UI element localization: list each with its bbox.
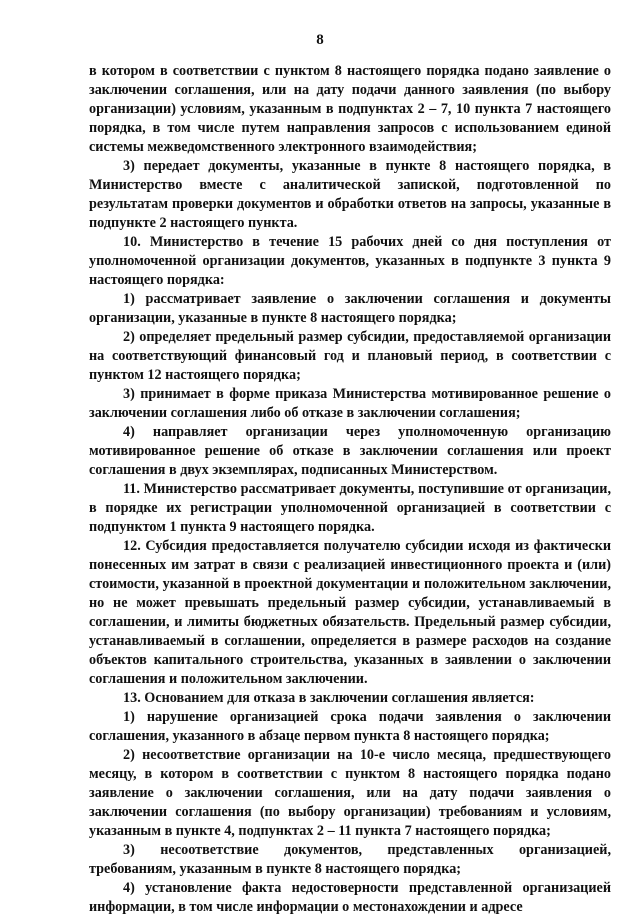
paragraph: 2) несоответствие организации на 10-е число месяца, предшествующего месяцу, в котором в соответствии с пунктом 8 настоящего порядка подано заявление о заключении соглашения, или на дату подачи заявления о заключении соглашения (по выбору организации) требованиям и условиям, указанным в пункте 4, подпунктах 2 – 11 пункта 7 настоящего порядка; — [89, 747, 611, 839]
paragraph: 10. Министерство в течение 15 рабочих дней со дня поступления от уполномоченной организации документов, указанных в подпункте 3 пункта 9 настоящего порядка: — [89, 234, 611, 288]
paragraph: 4) установление факта недостоверности представленной организацией информации, в том числе информации о местонахождении и адресе — [89, 880, 611, 915]
paragraph: 3) передает документы, указанные в пункте 8 настоящего порядка, в Министерство вместе с аналитической запиской, подготовленной по результатам проверки документов и обработки ответов на запросы, указанные в подпункте 2 настоящего пункта. — [89, 158, 611, 231]
paragraph: 2) определяет предельный размер субсидии, предоставляемой организации на соответствующий финансовый год и плановый период, в соответствии с пунктом 12 настоящего порядка; — [89, 329, 611, 383]
page-number: 8 — [316, 32, 324, 48]
paragraph: 3) принимает в форме приказа Министерства мотивированное решение о заключении соглашения либо об отказе в заключении соглашения; — [89, 386, 611, 421]
paragraph: 11. Министерство рассматривает документы, поступившие от организации, в порядке их регистрации уполномоченной организацией в соответствии с подпунктом 1 пункта 9 настоящего порядка. — [89, 481, 611, 535]
paragraph: 1) рассматривает заявление о заключении соглашения и документы организации, указанные в пункте 8 настоящего порядка; — [89, 291, 611, 326]
document-body — [89, 62, 611, 917]
paragraph: 4) направляет организации через уполномоченную организацию мотивированное решение об отказе в заключении соглашения или проект соглашения в двух экземплярах, подписанных Министерством. — [89, 424, 611, 478]
paragraph: в котором в соответствии с пунктом 8 настоящего порядка подано заявление о заключении соглашения, или на дату подачи данного заявления (по выбору организации) условиям, указанным в подпунктах 2 – 7, 10 пункта 7 настоящего порядка, в том числе путем направления запросов с использованием единой системы межведомственного электронного взаимодействия; — [89, 63, 611, 155]
paragraph: 12. Субсидия предоставляется получателю субсидии исходя из фактически понесенных им затрат в связи с реализацией инвестиционного проекта и (или) стоимости, указанной в проектной документации и положительном заключении, но не может превышать предельный размер субсидии, устанавливаемый в соглашении, и лимиты бюджетных обязательств. Предельный размер субсидии, устанавливаемый в соглашении, определяется в размере расходов на создание объектов капитального строительства, указанных в заявлении о заключении соглашения и положительном заключении. — [89, 538, 611, 687]
paragraph: 1) нарушение организацией срока подачи заявления о заключении соглашения, указанного в абзаце первом пункта 8 настоящего порядка; — [89, 709, 611, 744]
paragraph: 3) несоответствие документов, представленных организацией, требованиям, указанным в пункте 8 настоящего порядка; — [89, 842, 611, 877]
paragraph: 13. Основанием для отказа в заключении соглашения является: — [123, 690, 535, 706]
